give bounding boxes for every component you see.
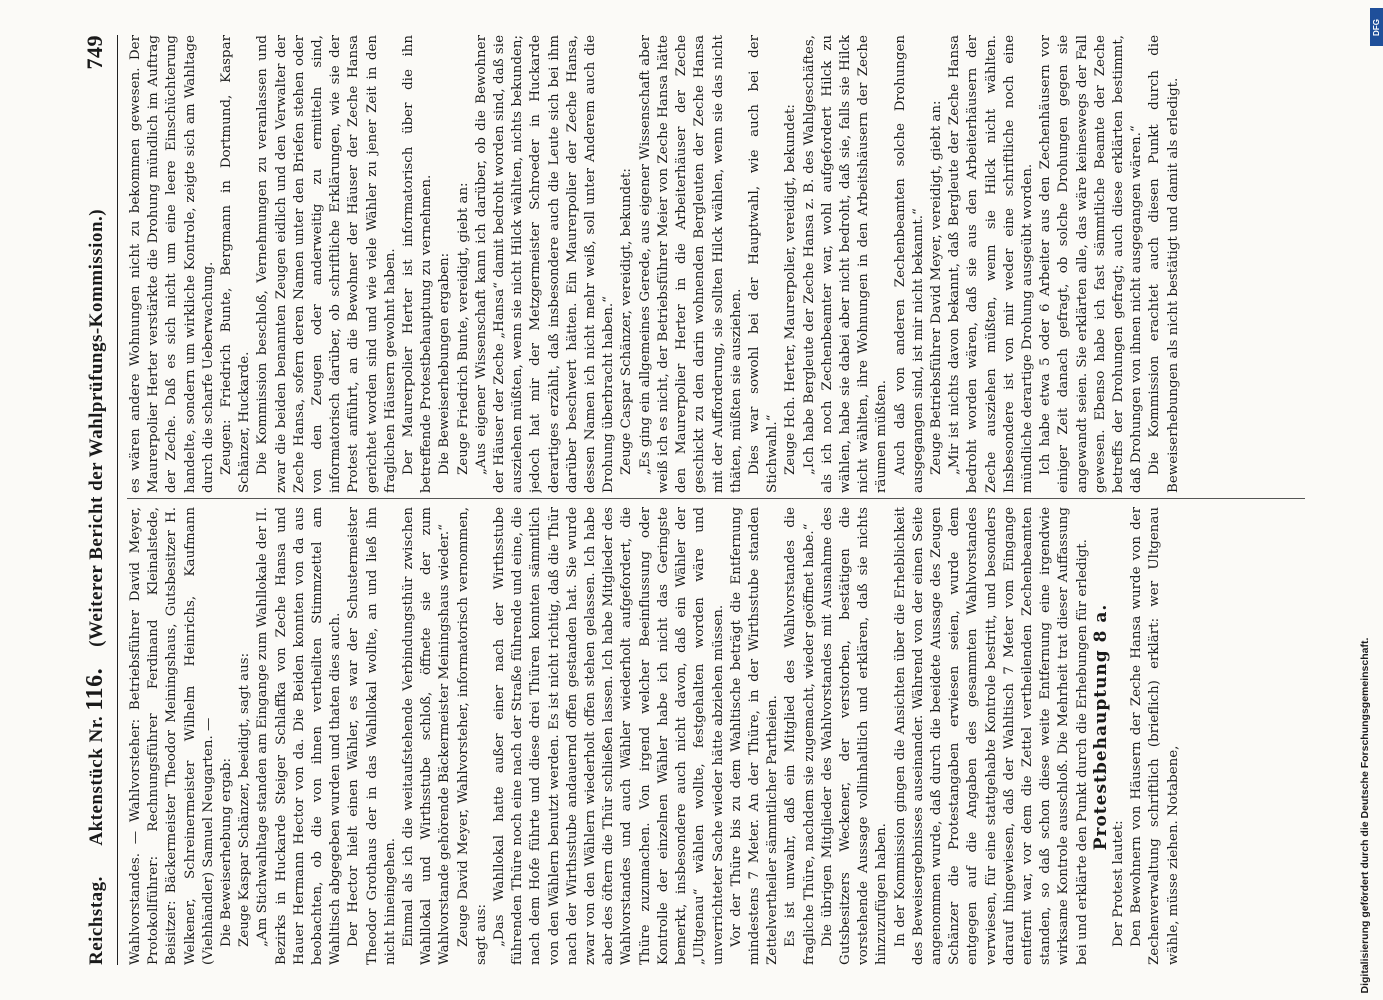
- page-number: 749: [82, 35, 107, 70]
- paragraph: Wahlvorstandes. — Wahlvorsteher: Betriebsführer David Meyer, Protokollführer: Rechnungsführer Ferdinand Kleinalstede, Beisitzer: Bäckermeister Theodor Meiningshaus, Gutsbesitzer H. Welkener, Schreinermeister Wilhelm Heinrichs, Kaufmann (Viehhändler) Samuel Neugarten. —: [128, 507, 216, 965]
- document-page: [75, 35, 1315, 965]
- header-rule: [117, 35, 118, 965]
- page-header: [75, 35, 115, 965]
- paragraph: „Ich habe Bergleute der Zeche Hansa z. B. des Wahlgeschäftes, als ich noch Zechenbeamter war, wohl aufgefordert Hilck zu wählen, habe sie dabei aber nicht bedroht, daß sie, falls sie Hilck nicht wählten, ihre Wohnungen in den Arbeitshäusern der Zeche räumen müßten.: [801, 35, 890, 493]
- paragraph: Zeuge Friedrich Bunte, vereidigt, giebt an:: [455, 182, 471, 475]
- dfg-logo-text: DFG: [1372, 18, 1382, 36]
- paragraph: Auch daß von anderen Zechenbeamten solche Drohungen ausgegangen sind, ist mir nicht bekannt.“: [892, 35, 926, 493]
- paragraph: Zeuge David Meyer, Wahlvorsteher, informatorisch vernommen, sagt aus:: [455, 507, 489, 965]
- paragraph: Zeugen: Friedrich Bunte, Bergmann in Dortmund, Kaspar Schänzer, Huckarde.: [219, 35, 253, 493]
- paragraph: Zeuge Betriebsführer David Meyer, vereidigt, giebt an:: [928, 100, 944, 475]
- paragraph: „Mir ist nichts davon bekannt, daß Bergleute der Zeche Hansa bedroht worden wären, daß sie aus den Arbeiterhäusern der Zeche ausziehen müßten, wenn sie Hilck nicht wählten. Insbesondere ist von mir weder eine schriftliche noch eine mündliche derartige Drohung ausgeübt worden.: [947, 35, 1035, 493]
- paragraph: Vor der Thüre bis zu dem Wahltische beträgt die Entfernung mindestens 7 Meter. An der Thüre, in der Wirthsstube standen Zettelvertheiler sämmtlicher Partheien.: [728, 507, 781, 965]
- section-heading: Protestbehauptung 8 a.: [1090, 603, 1111, 851]
- column-divider: [127, 498, 1305, 499]
- digitization-note: [1350, 6, 1380, 996]
- paragraph: Zeuge Caspar Schänzer, vereidigt, bekundet:: [619, 168, 635, 475]
- paragraph: Die Beweiserhebung ergab:: [219, 758, 235, 947]
- paragraph: Die Beweiserhebungen ergaben:: [437, 252, 453, 475]
- header-report-title: (Weiterer Bericht der Wahlprüfungs-Kommission.): [85, 208, 107, 647]
- paragraph: Dies war sowohl bei der Hauptwahl, wie auch bei der Stichwahl.“: [746, 35, 781, 493]
- paragraph: Den Bewohnern von Häusern der Zeche Hansa wurde von der Zechenverwaltung schriftlich (brieflich) erklärt: wer Ultgenau wähle, müsse ziehen. Notabene,: [1129, 507, 1181, 965]
- right-column: [127, 35, 1315, 493]
- paragraph: Der Protest lautet:: [1110, 820, 1126, 947]
- paragraph: Die übrigen Mitglieder des Wahlvorstandes mit Ausnahme des Gutsbesitzers Weckener, der verstorben, bestätigen die vorstehende Aussage vollinhaltlich und erklären, daß sie nichts hinzuzufügen haben.: [819, 507, 890, 965]
- paragraph: Es ist unwahr, daß ein Mitglied des Wahlvorstandes die fragliche Thüre, nachdem sie zugemacht, wieder geöffnet habe.“: [783, 507, 817, 965]
- digitization-note-text: Digitalisierung gefördert durch die Deutsche Forschungsgemeinschaft.: [1359, 637, 1371, 994]
- paragraph: „Das Wahllokal hatte außer einer nach der Wirthsstube führenden Thüre noch eine nach der Straße führende und eine, die nach dem Hofe führte und diese drei Thüren konnten sämmtlich von den Wählern benutzt werden. Es ist nicht richtig, daß die Thür nach der Wirthsstube andauernd offen gestanden hat. Sie wurde zwar von den Wählern wiederholt offen stehen gelassen. Ich habe aber des öftern die Thür schließen lassen. Ich habe Mitglieder des Wahlvorstandes und auch Wähler wiederholt aufgefordert, die Thüre zuzumachen. Von irgend welcher Beeinflussung oder Kontrolle der einzelnen Wähler habe ich nicht das Geringste bemerkt, insbesondere auch nicht davon, daß ein Wähler der „Ultgenau“ wählen wollte, festgehalten worden wäre und unverrichteter Sache wieder hätte abziehen müssen.: [492, 507, 726, 965]
- paragraph: Einmal als ich die weitaufstehende Verbindungsthür zwischen Wahllokal und Wirthsstube schloß, öffnete sie der zum Wahlvorstande gehörende Bäckermeister Meiningshaus wieder.“: [401, 507, 453, 965]
- header-number: 116.: [81, 667, 108, 711]
- paragraph: es wären andere Wohnungen nicht zu bekommen gewesen. Der Maurerpolier Herter verstärkte die Drohung mündlich im Auftrag der Zeche. Daß es sich nicht um eine leere Einschüchterung handelte, sondern um wirkliche Kontrole, zeigte sich am Wahltage durch die scharfe Ueberwachung.: [128, 35, 216, 493]
- dfg-logo: [1370, 8, 1383, 46]
- paragraph: „Aus eigener Wissenschaft kann ich darüber, ob die Bewohner der Häuser der Zeche „Hansa“ damit bedroht worden sind, daß sie ausziehen müßten, wenn sie nicht Hilck wählten, nichts bekunden; jedoch hat mir der Metzgermeister Schroeder in Huckarde derartiges erzählt, daß insbesondere auch die Leute sich bei ihm darüber beschwert hätten. Ein Maurerpolier der Zeche Hansa, dessen Namen ich nicht mehr weiß, soll unter Anderem auch die Drohung überbracht haben.“: [473, 35, 617, 493]
- header-reichstag: Reichstag.: [85, 876, 107, 965]
- paragraph: Der Maurerpolier Herter ist informatorisch über die ihn betreffende Protestbehauptung zu vernehmen.: [401, 35, 435, 493]
- paragraph: Zeuge Hch. Herter, Maurerpolier, vereidigt, bekundet:: [783, 104, 799, 475]
- paragraph: Zeuge Kaspar Schänzer, beeidigt, sagt aus:: [237, 652, 253, 947]
- header-left: [82, 209, 109, 965]
- paragraph: Die Kommission erachtet auch diesen Punkt durch die Beweiserhebungen als nicht bestätigt und damit als erledigt.: [1147, 35, 1181, 493]
- paragraph: Ich habe etwa 5 oder 6 Arbeiter aus den Zechenhäusern vor einiger Zeit danach gefragt, ob solche Drohungen gegen sie angewandt seien. Sie erklärten alle, das wäre keineswegs der Fall gewesen. Ebenso habe ich fast sämmtliche Beamte der Zeche betreffs der Drohungen gefragt; auch diese erklärten bestimmt, daß Drohungen von ihnen nicht ausgegangen wären.“: [1038, 35, 1145, 493]
- paragraph: „Am Stichwahltage standen am Eingange zum Wahllokale der II. Bezirks in Huckarde Steiger Schlaffka von Zeche Hansa und Hauer Hermann Hector von da. Die Beiden konnten von da aus beobachten, ob die von ihnen vertheilten Stimmzettel am Wahltisch abgegeben wurden und thaten dies auch.: [255, 507, 344, 965]
- paragraph: Der Hector hielt einen Wähler, es war der Schustermeister Theodor Grothaus der in das Wahllokal wollte, an und ließ ihn nicht hineingehen.: [346, 507, 398, 965]
- paragraph: In der Kommission gingen die Ansichten über die Erheblichkeit des Beweisergebnisses auseinander. Während von der einen Seite angenommen wurde, daß durch die beeidete Aussage des Zeugen Schänzer die Protestangaben erwiesen seien, wurde dem entgegen auf die Angaben des gesammten Wahlvorstandes verwiesen, für eine stattgehabte Kontrole bestritt, und besonders darauf hingewiesen, daß der Wahltisch 7 Meter vom Eingange entfernt war, vor dem die Zettel vertheilenden Zechenbeamten standen, so daß schon diese weite Entfernung eine irgendwie wirksame Kontrole ausschloß. Die Mehrheit trat dieser Auffassung bei und erklärte den Punkt durch die Erhebungen für erledigt.: [892, 507, 1090, 965]
- paragraph: Die Kommission beschloß, Vernehmungen zu veranlassen und zwar die beiden benannten Zeugen eidlich und den Verwalter der Zeche Hansa, sofern deren Namen unter den Briefen stehen oder von den Zeugen oder anderweitig zu ermitteln sind, informatorisch darüber, ob schriftliche Erklärungen, wie sie der Protest anführt, an die Bewohner der Häuser der Zeche Hansa gerichtet worden sind und wie viele Wähler zu jener Zeit in den fraglichen Häusern gewohnt haben.: [255, 35, 398, 493]
- paragraph: „Es ging ein allgemeines Gerede, aus eigener Wissenschaft aber weiß ich es nicht, der Betriebsführer Meier von Zeche Hansa hätte den Maurerpolier Herter in die Arbeiterhäuser der Zeche geschickt zu den darin wohnenden Bergleuten der Zeche Hansa mit der Aufforderung, sie sollten Hilck wählen, wenn sie das nicht thäten, müßten sie ausziehen.: [637, 35, 744, 493]
- left-column: [127, 507, 1315, 965]
- header-aktenstueck: Aktenstück Nr.: [85, 715, 107, 846]
